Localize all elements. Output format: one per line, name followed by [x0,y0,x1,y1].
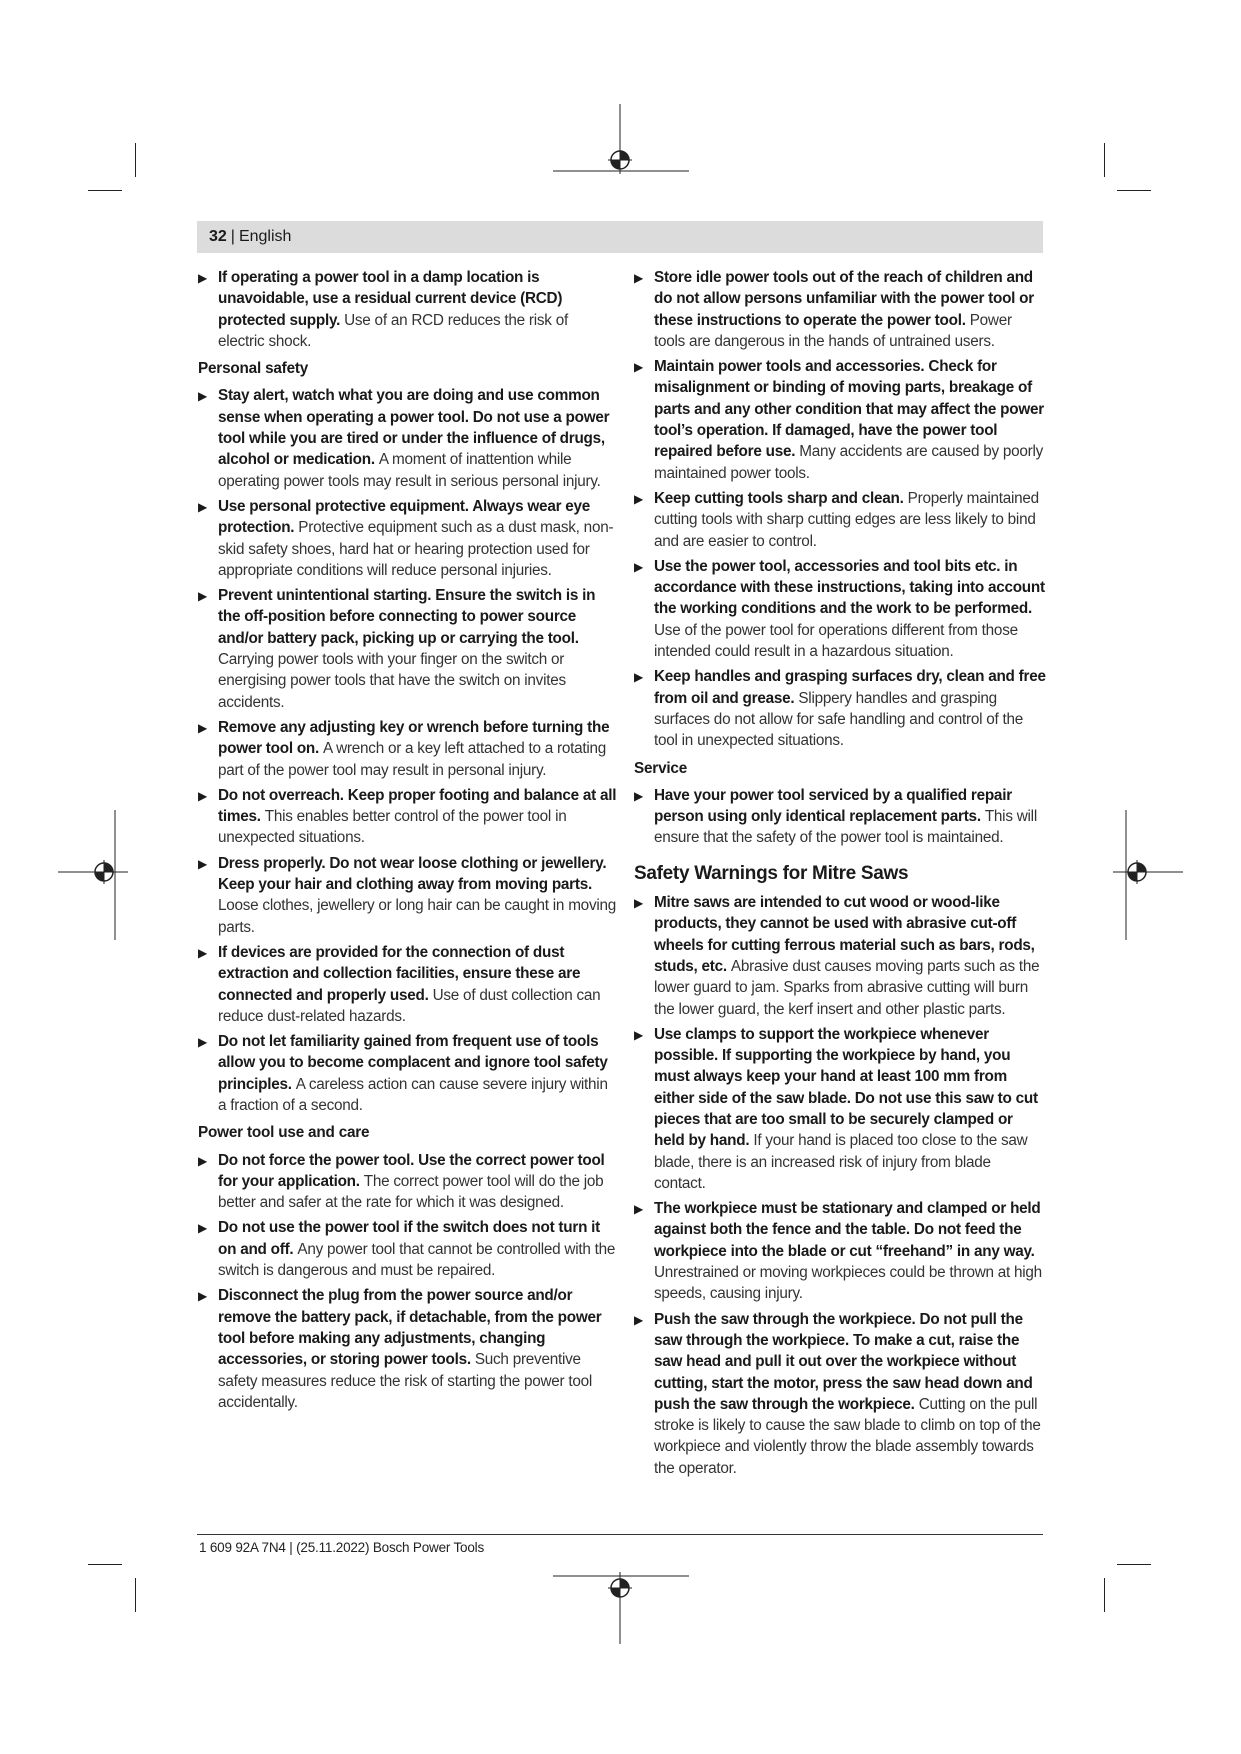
item-text: Loose clothes, jewellery or long hair can be caught in moving parts. [218,897,617,936]
section-heading-power-tool-use: Power tool use and care [198,1124,370,1142]
item-text: This enables better control of the power tool in unexpected situations. [218,808,567,847]
crop-mark-bottom-right-h [1117,1564,1151,1565]
item-text: Slippery handles and grasping surfaces do not allow for safe handling and control of the tool in unexpected situations. [654,689,1024,750]
item-bold: Mitre saws are intended to cut wood or wood-like products, they cannot be used with abrasive cut-off wheels for cutting ferrous material such as bars, rods, studs, etc. [654,894,1035,975]
item-text: Any power tool that cannot be controlled with the switch is dangerous and must be repaired. [218,1240,616,1280]
item-bold: Dress properly. Do not wear loose clothing or jewellery. Keep your hair and clothing away from moving parts. [218,854,607,894]
list-item [198,1150,618,1214]
crop-mark-top-left-h [88,190,122,191]
item-text: The correct power tool will do the job better and safer at the rate for which it was designed. [218,1172,604,1212]
list-item [198,496,618,581]
list-item [198,1217,618,1281]
item-bold: Use clamps to support the workpiece whenever possible. If supporting the workpiece by hand, you must always keep your hand at least 100 mm from either side of the saw blade. Do not use this saw to cut pieces that are too small to be securely clamped or held by hand. [654,1025,1038,1150]
item-bold: Stay alert, watch what you are doing and use common sense when operating a power tool. Do not use a power tool while you are tired or under the influence of drugs, alcohol or medication. [218,387,610,469]
right-column [634,267,1046,1483]
section-heading-service: Service [634,759,688,777]
list-item [198,785,618,849]
triangle-right-icon: ▶ [634,896,643,911]
footer-text: 1 609 92A 7N4 | (25.11.2022) Bosch Power Tools [199,1540,484,1555]
triangle-right-icon: ▶ [198,788,207,803]
list-item [634,1309,1046,1479]
section-heading-personal-safety: Personal safety [198,360,309,378]
list-item [198,1285,618,1413]
item-text: Power tools are dangerous in the hands of untrained users. [654,311,1012,350]
list-item [634,356,1046,484]
item-bold: Use the power tool, accessories and tool bits etc. in accordance with these instructions, taking into account the working conditions and the work to be performed. [654,557,1045,618]
item-text: This will ensure that the safety of the power tool is maintained. [654,808,1037,847]
item-bold: If operating a power tool in a damp location is unavoidable, use a residual current device (RCD) protected supply. [218,269,563,329]
triangle-right-icon: ▶ [198,720,207,735]
list-item [198,717,618,781]
triangle-right-icon: ▶ [198,389,207,404]
item-bold: If devices are provided for the connection of dust extraction and collection facilities, ensure these are connected and properly used. [218,943,581,1004]
triangle-right-icon: ▶ [634,1312,643,1327]
item-text: Properly maintained cutting tools with sharp cutting edges are less likely to bind and are easier to control. [654,489,1039,550]
section-heading-mitre-saws: Safety Warnings for Mitre Saws [634,862,909,884]
registration-mark-top-icon [553,104,689,200]
crop-mark-top-left-v [135,143,136,177]
item-text: Carrying power tools with your finger on the switch or energising power tools that have the switch on invites accidents. [218,651,566,711]
registration-mark-right-icon [1093,810,1183,940]
item-text: Use of the power tool for operations different from those intended could result in a hazardous situation. [654,621,1018,661]
list-item [634,488,1046,552]
item-text: Such preventive safety measures reduce the risk of starting the power tool accidentally. [218,1351,593,1411]
item-bold: Remove any adjusting key or wrench before turning the power tool on. [218,718,610,758]
triangle-right-icon: ▶ [634,670,643,685]
item-bold: Prevent unintentional starting. Ensure the switch is in the off-position before connecting to power source and/or battery pack, picking up or carrying the tool. [218,587,596,647]
triangle-right-icon: ▶ [198,589,207,604]
list-item [634,267,1046,352]
item-bold: The workpiece must be stationary and clamped or held against both the fence and the table. Do not feed the workpiece into the blade or cut “freehand” in any way. [654,1200,1041,1260]
item-bold: Do not let familiarity gained from frequent use of tools allow you to become complacent and ignore tool safety principles. [218,1033,608,1093]
item-bold: Keep cutting tools sharp and clean. [654,489,908,507]
item-bold: Push the saw through the workpiece. Do not pull the saw through the workpiece. To make a cut, raise the saw head and pull it out over the workpiece without cutting, start the motor, press the saw head down and push the saw through the workpiece. [654,1310,1033,1413]
list-item [198,942,618,1027]
list-item [198,853,618,938]
triangle-right-icon: ▶ [634,271,643,285]
crop-mark-top-right-h [1117,190,1151,191]
triangle-right-icon: ▶ [198,1221,207,1236]
item-text: If your hand is placed too close to the saw blade, there is an increased risk of injury from blade contact. [654,1132,1028,1192]
triangle-right-icon: ▶ [634,1027,643,1042]
crop-mark-top-right-v [1104,143,1105,177]
item-bold: Do not use the power tool if the switch does not turn it on and off. [218,1219,601,1258]
crop-mark-bottom-left-v [135,1578,136,1612]
triangle-right-icon: ▶ [634,788,643,803]
triangle-right-icon: ▶ [198,499,207,514]
item-text: Use of an RCD reduces the risk of electric shock. [218,311,568,350]
triangle-right-icon: ▶ [198,1153,207,1168]
list-item [634,1198,1046,1304]
item-bold: Do not overreach. Keep proper footing and balance at all times. [218,786,617,826]
list-item [634,1024,1046,1194]
item-text: Unrestrained or moving workpieces could be thrown at high speeds, causing injury. [654,1264,1042,1303]
item-bold: Maintain power tools and accessories. Check for misalignment or binding of moving parts, breakage of parts and any other condition that may affect the power tool’s operation. If damaged, have the power tool repaired before use. [654,358,1044,461]
item-bold: Do not force the power tool. Use the correct power tool for your application. [218,1151,605,1190]
item-text: Many accidents are caused by poorly maintained power tools. [654,443,1044,482]
triangle-right-icon: ▶ [198,271,207,285]
triangle-right-icon: ▶ [198,1289,207,1304]
item-text: A careless action can cause severe injury within a fraction of a second. [218,1075,608,1114]
triangle-right-icon: ▶ [634,360,643,375]
list-item [634,892,1046,1020]
registration-mark-bottom-icon [553,1572,689,1652]
page-number: 32 [209,228,227,245]
page-header [197,221,1043,253]
list-item [198,585,618,713]
triangle-right-icon: ▶ [634,559,643,574]
list-item [198,385,618,491]
crop-mark-bottom-right-v [1104,1578,1105,1612]
header-language: English [238,228,292,245]
list-item [634,785,1046,849]
item-text: Abrasive dust causes moving parts such as the lower guard to jam. Sparks from abrasive cutting will burn the lower guard, the kerf insert and other plastic parts. [654,957,1040,1018]
header-separator: | [230,228,235,245]
item-text: A moment of inattention while operating power tools may result in serious personal injury. [218,451,601,490]
list-item [198,267,618,352]
item-bold: Disconnect the plug from the power source and/or remove the battery pack, if detachable, from the power tool before making any adjustments, changing accessories, or storing power tools. [218,1287,602,1369]
triangle-right-icon: ▶ [198,945,207,960]
registration-mark-left-icon [58,810,148,940]
list-item [634,666,1046,751]
triangle-right-icon: ▶ [198,1035,207,1050]
item-text: Cutting on the pull stroke is likely to cause the saw blade to climb on top of the workpiece and violently throw the blade assembly towards the operator. [654,1395,1041,1477]
item-bold: Have your power tool serviced by a qualified repair person using only identical replacement parts. [654,786,1012,826]
left-column [198,267,618,1417]
item-bold: Use personal protective equipment. Always wear eye protection. [218,497,591,537]
footer-divider [197,1534,1043,1535]
item-text: Protective equipment such as a dust mask, non-skid safety shoes, hard hat or hearing protection used for appropriate conditions will reduce personal injuries. [218,519,614,579]
item-bold: Keep handles and grasping surfaces dry, clean and free from oil and grease. [654,668,1046,707]
crop-mark-bottom-left-h [88,1564,122,1565]
list-item [198,1031,618,1116]
triangle-right-icon: ▶ [634,491,643,506]
triangle-right-icon: ▶ [198,856,207,871]
item-text: Use of dust collection can reduce dust-related hazards. [218,986,601,1025]
list-item [634,556,1046,662]
item-text: A wrench or a key left attached to a rotating part of the power tool may result in personal injury. [218,740,606,779]
triangle-right-icon: ▶ [634,1202,643,1217]
item-bold: Store idle power tools out of the reach of children and do not allow persons unfamiliar with the power tool or these instructions to operate the power tool. [654,269,1034,329]
